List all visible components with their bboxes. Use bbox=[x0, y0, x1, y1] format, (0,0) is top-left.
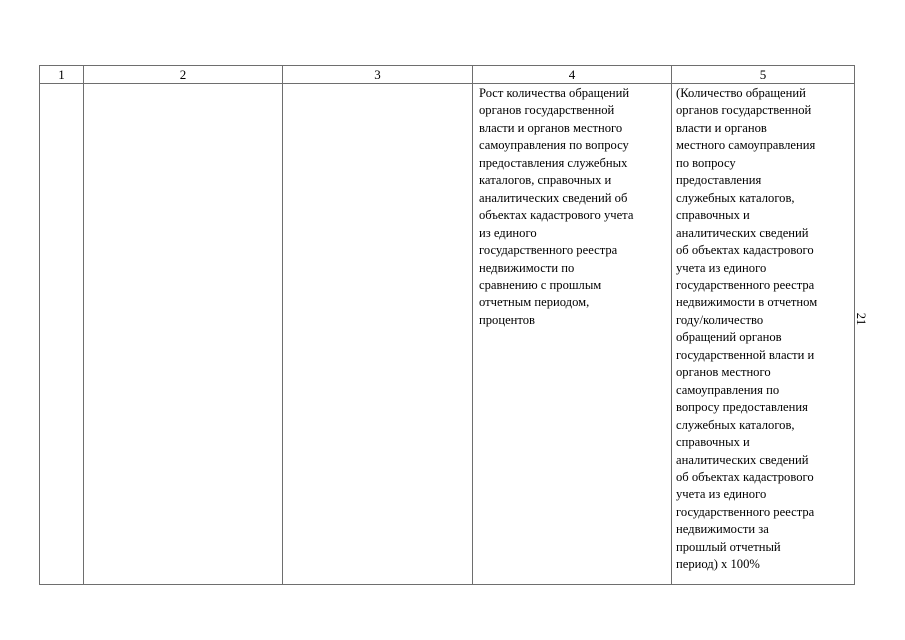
cell-col2 bbox=[84, 84, 283, 585]
calculation-formula-text: (Количество обращений органов государственной власти и органов местного самоуправления по вопросу предоставления служебных каталогов, справочных и аналитических сведений об объектах кадастрового учета из единого государственного реестра недвижимости в отчетном году/количество обращений органов государственной власти и органов местного самоуправления по вопросу предоставления служебных каталогов, справочных и аналитических сведений об объектах кадастрового учета из единого государственного реестра недвижимости за прошлый отчетный период) х 100% bbox=[676, 86, 818, 572]
column-number-3: 3 bbox=[283, 66, 473, 84]
cell-indicator-name bbox=[473, 84, 672, 585]
column-number-1: 1 bbox=[40, 66, 84, 84]
column-number-row bbox=[40, 66, 855, 84]
cell-col1 bbox=[40, 84, 84, 585]
cell-col3-text bbox=[283, 84, 472, 85]
cell-col2-text bbox=[84, 84, 282, 85]
indicator-name-text: Рост количества обращений органов государственной власти и органов местного самоуправления по вопросу предоставления служебных каталогов, справочных и аналитических сведений об объектах кадастрового учета из единого государственного реестра недвижимости по сравнению с прошлым отчетным периодом, процентов bbox=[479, 86, 634, 327]
page-number: 21 bbox=[854, 312, 868, 326]
cell-col1-text bbox=[40, 84, 83, 85]
indicator-table bbox=[39, 65, 855, 585]
cell-calculation-formula bbox=[672, 84, 855, 585]
column-number-5: 5 bbox=[672, 66, 855, 84]
column-number-4: 4 bbox=[473, 66, 672, 84]
column-number-2: 2 bbox=[84, 66, 283, 84]
cell-col3 bbox=[283, 84, 473, 585]
table-row bbox=[40, 84, 855, 585]
